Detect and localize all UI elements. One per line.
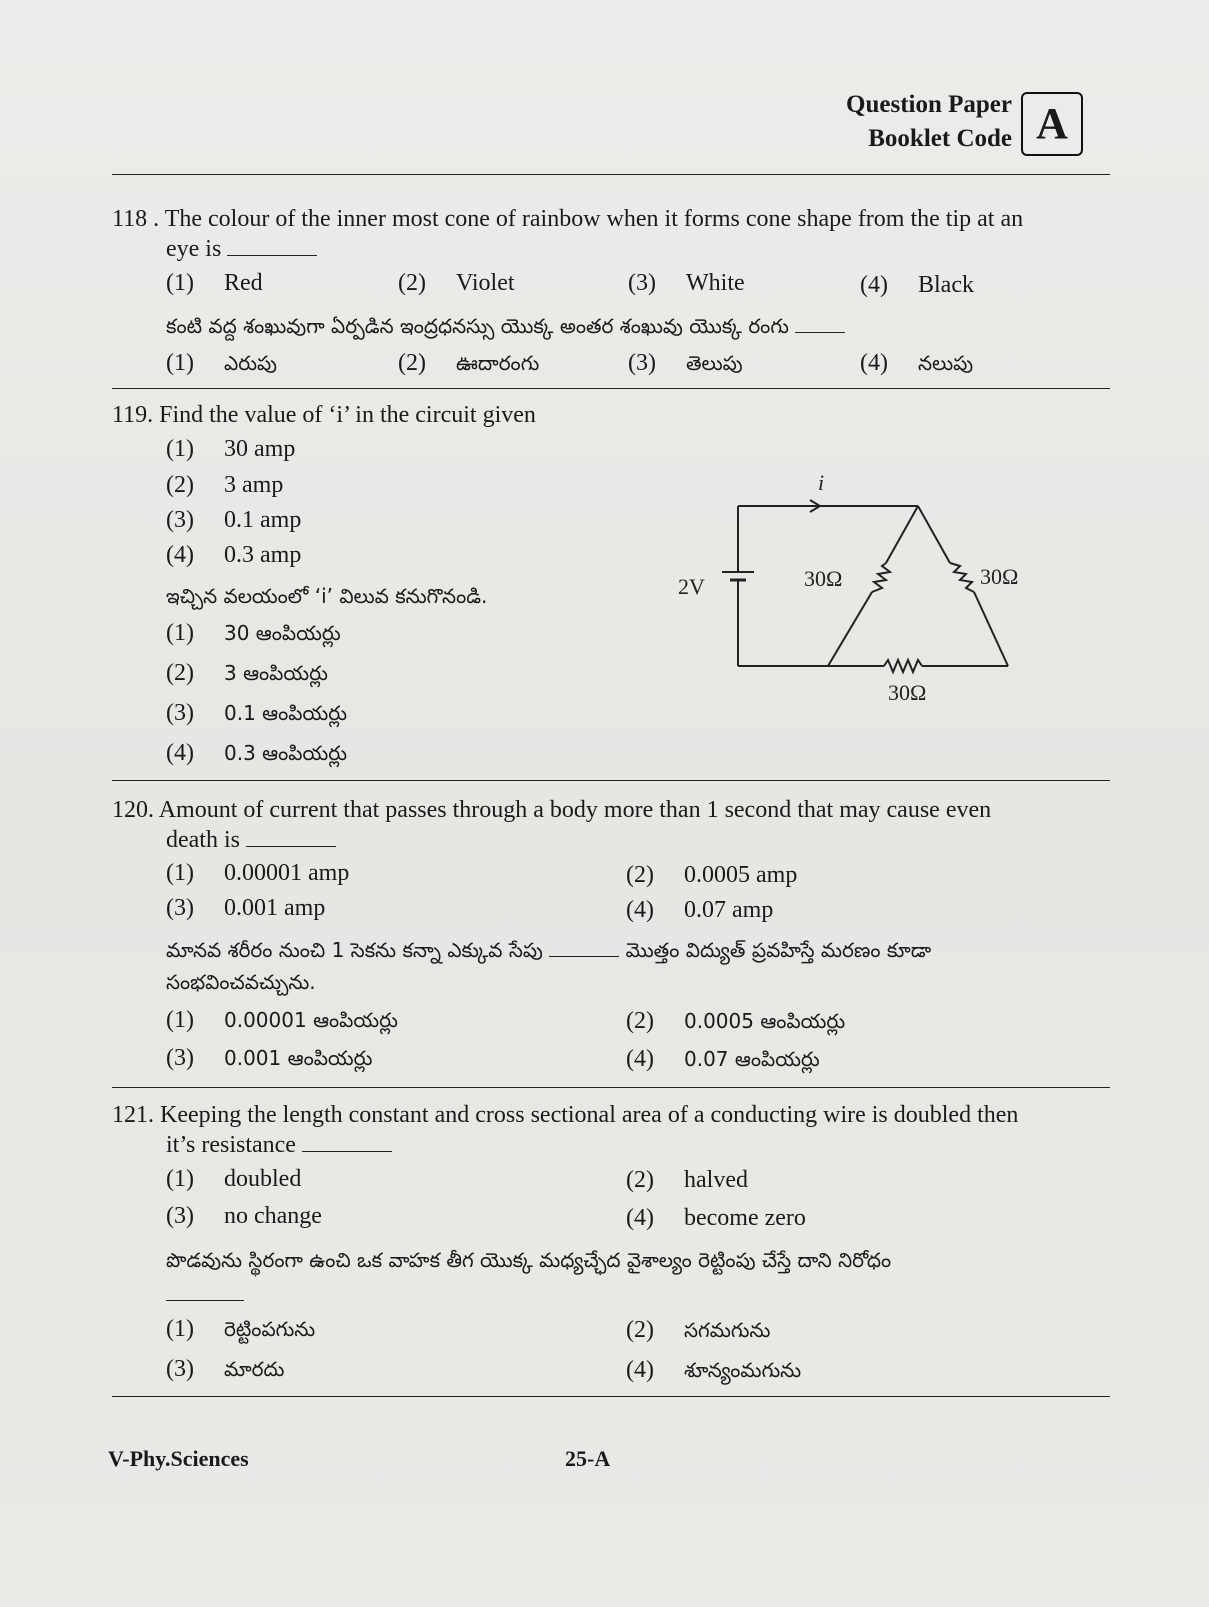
- telugu-option-4[interactable]: [860, 350, 973, 380]
- option-text: సగమగును: [684, 1318, 771, 1342]
- answer-blank: [302, 1131, 392, 1152]
- answer-blank: [246, 826, 336, 847]
- option-text: మారదు: [224, 1357, 285, 1381]
- question-text-cont: it’s resistance: [166, 1132, 296, 1158]
- option-number: (2): [166, 472, 194, 498]
- option-text: ఎరుపు: [224, 351, 277, 375]
- telugu-option-3[interactable]: [166, 1356, 284, 1386]
- option-1[interactable]: [166, 270, 263, 297]
- option-number: (1): [166, 1007, 194, 1033]
- option-number: (3): [166, 507, 194, 533]
- option-number: (4): [166, 740, 194, 766]
- answer-blank: [227, 235, 317, 256]
- option-number: (2): [398, 350, 426, 376]
- telugu-option-3[interactable]: [166, 700, 347, 730]
- option-number: (4): [166, 542, 194, 568]
- header-line2: Booklet Code: [868, 125, 1012, 152]
- option-text: 30 ఆంపియర్లు: [224, 621, 341, 645]
- option-text: 3 amp: [224, 472, 284, 498]
- option-number: (1): [166, 270, 194, 296]
- option-number: (1): [166, 620, 194, 646]
- option-text: 0.07 amp: [684, 897, 774, 923]
- option-text: శూన్యంమగును: [684, 1358, 802, 1382]
- resistor-right-label: 30Ω: [980, 564, 1019, 589]
- option-4[interactable]: [860, 272, 974, 299]
- option-number: (2): [626, 862, 654, 888]
- option-number: (3): [628, 270, 656, 296]
- circuit-wire-diag-right: [918, 506, 950, 563]
- option-text: 0.001 amp: [224, 895, 326, 921]
- question-118-telugu: [166, 312, 1106, 343]
- resistor-bottom-icon: [884, 660, 922, 672]
- resistor-left-label: 30Ω: [804, 566, 843, 591]
- option-4[interactable]: [626, 1205, 806, 1232]
- option-text: 3 ఆంపియర్లు: [224, 661, 328, 685]
- battery-label: 2V: [678, 574, 705, 599]
- option-text: 0.1 amp: [224, 507, 302, 533]
- option-text: doubled: [224, 1166, 302, 1192]
- question-text: Amount of current that passes through a body more than 1 second that may cause even: [158, 797, 992, 823]
- option-number: (3): [166, 1045, 194, 1071]
- option-text: White: [686, 270, 745, 296]
- option-4[interactable]: [166, 542, 301, 569]
- question-text: Keeping the length constant and cross sectional area of a conducting wire is doubled then: [160, 1102, 1019, 1128]
- circuit-diagram: [660, 460, 1060, 720]
- option-text: no change: [224, 1203, 322, 1229]
- telugu-option-4[interactable]: [626, 1357, 801, 1387]
- option-text: 30 amp: [224, 436, 296, 462]
- option-text: 0.001 ఆంపియర్లు: [224, 1046, 373, 1070]
- option-number: (4): [626, 1205, 654, 1231]
- option-4[interactable]: [626, 897, 773, 924]
- header-divider: [112, 174, 1110, 175]
- option-text: 0.00001 ఆంపియర్లు: [224, 1008, 398, 1032]
- option-number: (3): [166, 700, 194, 726]
- question-text-cont: eye is: [166, 236, 222, 262]
- question-number: 118 .: [112, 206, 160, 232]
- option-text: Black: [918, 272, 974, 298]
- answer-blank: [795, 312, 845, 333]
- option-text: 0.1 ఆంపియర్లు: [224, 701, 347, 725]
- question-text-cont: death is: [166, 827, 240, 853]
- circuit-wire-diag-left-low: [828, 592, 872, 666]
- option-number: (4): [860, 272, 888, 298]
- question-119-telugu: ఇచ్చిన వలయంలో ‘i’ విలువ కనుగొనండి.: [166, 584, 488, 608]
- question-number: 121.: [112, 1102, 154, 1128]
- answer-blank: [549, 936, 619, 957]
- option-number: (4): [626, 1046, 654, 1072]
- option-number: (1): [166, 436, 194, 462]
- current-label: i: [818, 470, 825, 495]
- option-text: 0.3 amp: [224, 542, 302, 568]
- telugu-option-1[interactable]: [166, 350, 277, 380]
- option-number: (1): [166, 350, 194, 376]
- answer-blank: [166, 1300, 244, 1301]
- question-number: 120.: [112, 797, 154, 823]
- question-number: 119.: [112, 402, 154, 428]
- option-3[interactable]: [166, 507, 301, 534]
- option-text: Violet: [456, 270, 515, 296]
- option-number: (2): [626, 1317, 654, 1343]
- question-121-line2: [166, 1130, 392, 1160]
- option-1[interactable]: [166, 436, 295, 463]
- telugu-option-2[interactable]: [398, 350, 539, 380]
- telugu-text: కంటి వద్ద శంఖువుగా ఏర్పడిన ఇంద్రధనస్సు యొక్క అంతర శంఖువు యొక్క రంగు: [166, 314, 789, 338]
- option-text: 0.0005 amp: [684, 862, 798, 888]
- option-text: రెట్టింపగును: [224, 1317, 316, 1341]
- option-1[interactable]: [166, 1166, 301, 1193]
- option-number: (1): [166, 860, 194, 886]
- option-text: 0.07 ఆంపియర్లు: [684, 1047, 820, 1071]
- option-text: become zero: [684, 1205, 806, 1231]
- option-2[interactable]: [398, 270, 515, 297]
- option-text: ఊదారంగు: [456, 351, 540, 375]
- telugu-option-2[interactable]: [626, 1317, 770, 1347]
- option-2[interactable]: [166, 472, 283, 499]
- question-120-line2: [166, 825, 336, 855]
- option-number: (3): [628, 350, 656, 376]
- telugu-option-1[interactable]: [166, 1316, 315, 1346]
- option-number: (3): [166, 1356, 194, 1382]
- option-1[interactable]: [166, 860, 349, 887]
- telugu-option-4[interactable]: [166, 740, 347, 770]
- footer-subject: V-Phy.Sciences: [108, 1446, 249, 1471]
- option-text: 0.0005 ఆంపియర్లు: [684, 1009, 846, 1033]
- option-2[interactable]: [626, 1167, 748, 1194]
- telugu-option-4[interactable]: [626, 1046, 820, 1076]
- option-text: Red: [224, 270, 263, 296]
- circuit-wire-diag-right-low: [974, 592, 1008, 666]
- question-119: [112, 400, 1102, 430]
- question-divider: [112, 388, 1110, 389]
- question-121: [112, 1100, 1102, 1130]
- option-3[interactable]: [166, 1203, 322, 1230]
- question-121-telugu: పొడవును స్థిరంగా ఉంచి ఒక వాహక తీగ యొక్క మధ్యచ్ఛేద వైశాల్యం రెట్టింపు చేస్తే దాని నిరోధం: [166, 1248, 892, 1272]
- question-divider: [112, 780, 1110, 781]
- question-120: [112, 795, 1102, 825]
- telugu-option-2[interactable]: [166, 660, 328, 690]
- resistor-left-icon: [872, 563, 890, 592]
- option-number: (1): [166, 1166, 194, 1192]
- telugu-option-3[interactable]: [628, 350, 743, 380]
- telugu-option-1[interactable]: [166, 620, 341, 650]
- telugu-option-3[interactable]: [166, 1045, 372, 1075]
- option-number: (4): [626, 897, 654, 923]
- telugu-text-cont: మొత్తం విద్యుత్ ప్రవహిస్తే మరణం కూడా: [625, 938, 932, 962]
- telugu-text: మానవ శరీరం నుంచి 1 సెకను కన్నా ఎక్కువ సేపు: [166, 938, 543, 962]
- telugu-option-2[interactable]: [626, 1008, 845, 1038]
- resistor-right-icon: [950, 563, 974, 592]
- option-3[interactable]: [628, 270, 745, 297]
- option-text: నలుపు: [918, 351, 974, 375]
- booklet-code-label: [820, 88, 1012, 156]
- telugu-option-1[interactable]: [166, 1007, 398, 1037]
- question-118-line2: [166, 234, 317, 264]
- option-number: (3): [166, 1203, 194, 1229]
- footer-page-number: 25-A: [565, 1446, 611, 1471]
- question-120-telugu-line2: సంభవించవచ్చును.: [166, 970, 316, 994]
- question-118: [112, 204, 1102, 234]
- option-3[interactable]: [166, 895, 325, 922]
- option-number: (1): [166, 1316, 194, 1342]
- option-number: (2): [626, 1008, 654, 1034]
- question-divider: [112, 1396, 1110, 1397]
- option-2[interactable]: [626, 862, 797, 889]
- option-number: (3): [166, 895, 194, 921]
- option-text: halved: [684, 1167, 748, 1193]
- option-text: తెలుపు: [686, 351, 743, 375]
- option-number: (2): [166, 660, 194, 686]
- question-120-telugu: [166, 936, 1106, 967]
- option-number: (4): [626, 1357, 654, 1383]
- option-number: (2): [398, 270, 426, 296]
- option-number: (4): [860, 350, 888, 376]
- circuit-wire-diag-left: [886, 506, 918, 563]
- option-number: (2): [626, 1167, 654, 1193]
- option-text: 0.3 ఆంపియర్లు: [224, 741, 347, 765]
- question-divider: [112, 1087, 1110, 1088]
- booklet-code-box: A: [1021, 92, 1083, 156]
- option-text: 0.00001 amp: [224, 860, 350, 886]
- resistor-bottom-label: 30Ω: [888, 680, 927, 705]
- header-line1: Question Paper: [846, 91, 1012, 118]
- question-text: The colour of the inner most cone of rainbow when it forms cone shape from the tip at an: [164, 206, 1024, 232]
- question-text: Find the value of ‘i’ in the circuit given: [159, 402, 536, 428]
